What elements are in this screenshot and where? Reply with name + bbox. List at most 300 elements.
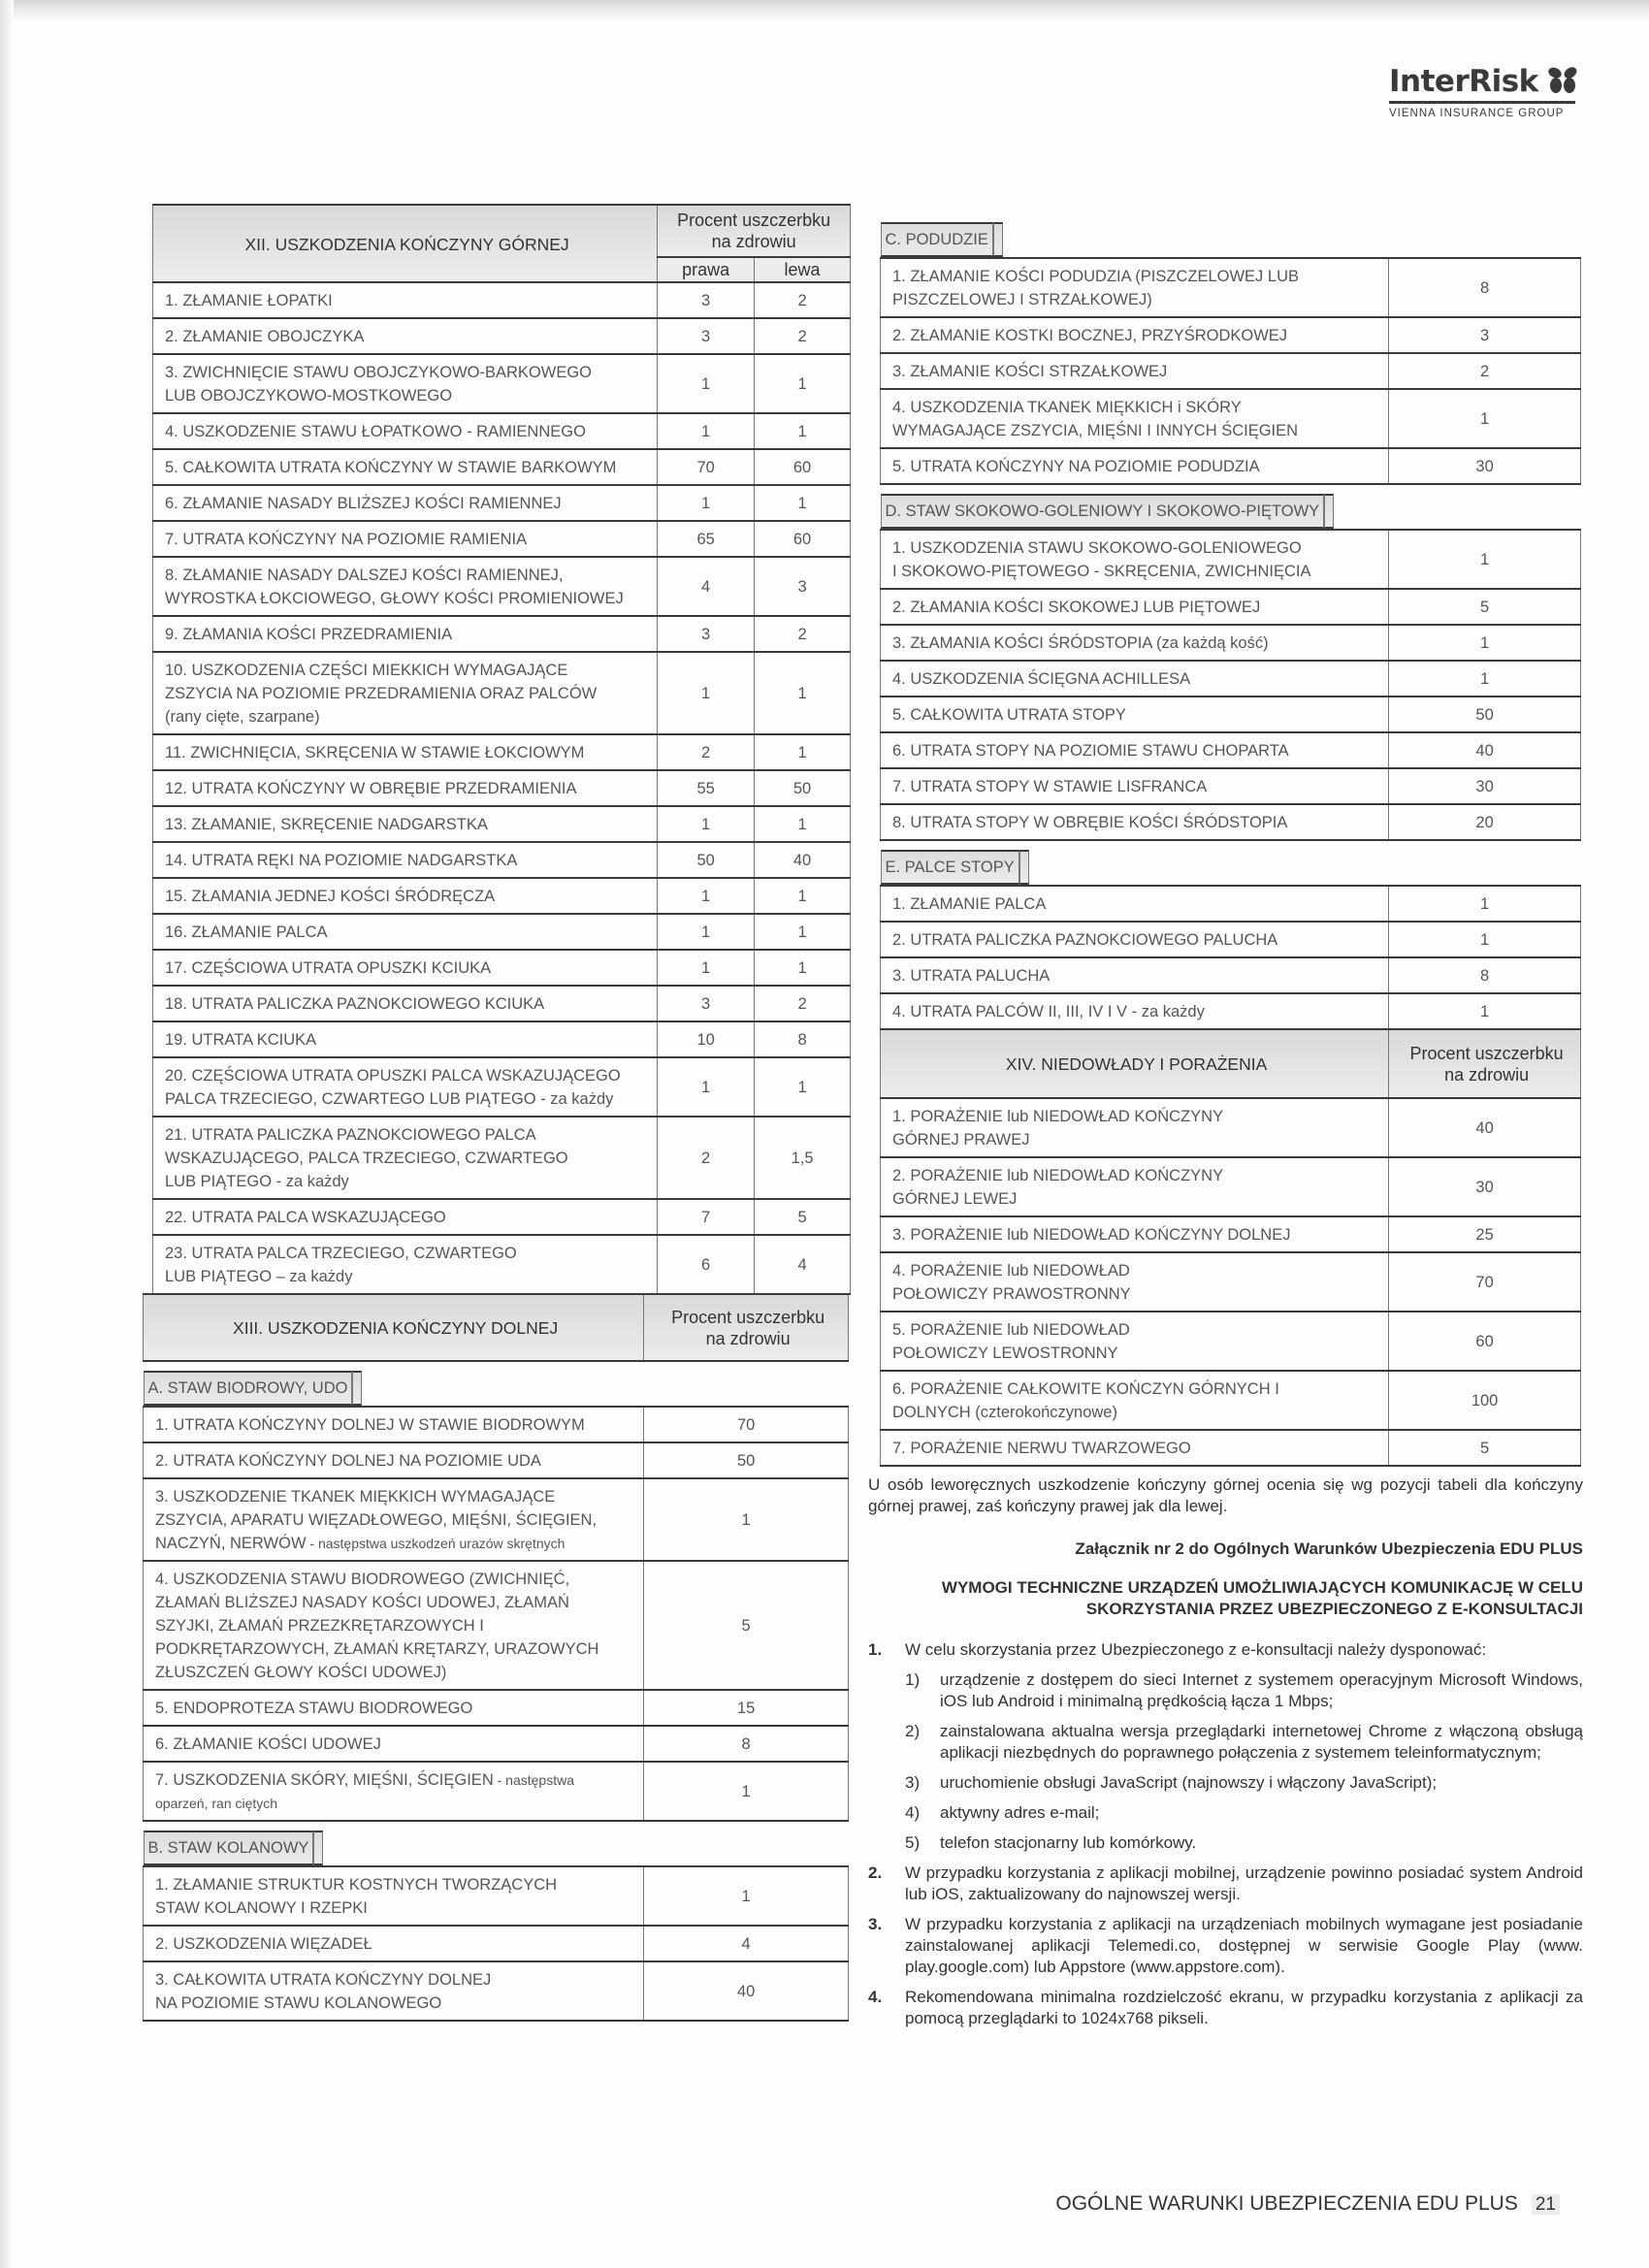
item-number: 1. xyxy=(868,1640,883,1659)
col-right: prawa xyxy=(658,257,755,282)
percent-value: 100 xyxy=(1389,1371,1581,1430)
description-text: 2. ZŁAMANIE OBOJCZYKA xyxy=(165,328,365,345)
percent-left: 1 xyxy=(755,914,851,950)
percent-value: 1 xyxy=(1389,530,1581,589)
table-row xyxy=(881,1157,1581,1216)
percent-value: 1 xyxy=(1389,625,1581,661)
table-row xyxy=(153,770,851,806)
description-text: 3. ZŁAMANIE KOŚCI STRZAŁKOWEJ xyxy=(892,363,1168,380)
percent-right: 1 xyxy=(658,485,755,521)
percent-left: 1,5 xyxy=(755,1117,851,1199)
logo-name: InterRisk xyxy=(1389,64,1538,99)
injury-description xyxy=(881,258,1389,317)
subsection-title: C. PODUDZIE xyxy=(881,222,993,257)
subsection-title: E. PALCE STOPY xyxy=(881,850,1019,885)
description-text: 5. UTRATA KOŃCZYNY NA POZIOMIE PODUDZIA xyxy=(892,458,1260,475)
percent-right: 1 xyxy=(658,413,755,449)
injury-description xyxy=(144,1561,644,1690)
logo-rule xyxy=(1389,101,1575,104)
percent-value: 4 xyxy=(644,1926,849,1961)
percent-value: 5 xyxy=(644,1561,849,1690)
percent-right: 3 xyxy=(658,616,755,652)
sub-number: 4) xyxy=(905,1803,921,1822)
percent-right: 65 xyxy=(658,521,755,557)
subsection-blank xyxy=(313,1831,323,1865)
table-row xyxy=(153,842,851,878)
table-row xyxy=(144,1690,849,1726)
injury-description xyxy=(881,317,1389,353)
table-row xyxy=(153,878,851,914)
description-text: 20. CZĘŚCIOWA UTRATA OPUSZKI PALCA WSKAZUJĄCEGO PALCA TRZECIEGO, CZWARTEGO LUB PIĄTEGO - za każdy xyxy=(165,1067,621,1108)
table-header xyxy=(153,205,851,257)
item-number: 3. xyxy=(868,1915,883,1933)
description-text: 5. PORAŻENIE lub NIEDOWŁAD POŁOWICZY LEWOSTRONNY xyxy=(892,1321,1130,1362)
footer-title: OGÓLNE WARUNKI UBEZPIECZENIA EDU PLUS xyxy=(1055,2192,1518,2215)
table-row xyxy=(153,1117,851,1199)
percent-left: 1 xyxy=(755,354,851,413)
description-text: 2. UTRATA KOŃCZYNY DOLNEJ NA POZIOMIE UDA xyxy=(155,1452,541,1470)
injury-description xyxy=(144,1961,644,2021)
percent-value: 15 xyxy=(644,1690,849,1726)
percent-right: 1 xyxy=(658,806,755,842)
table-row xyxy=(881,1098,1581,1157)
scan-edge-left xyxy=(0,0,14,2268)
percent-left: 1 xyxy=(755,485,851,521)
sub-text: aktywny adres e-mail; xyxy=(940,1803,1100,1822)
subsection-title: B. STAW KOLANOWY xyxy=(144,1831,314,1865)
table-row xyxy=(153,1235,851,1294)
sub-item xyxy=(905,1772,1583,1794)
description-text: 10. USZKODZENIA CZĘŚCI MIEKKICH WYMAGAJĄCE ZSZYCIA NA POZIOMIE PRZEDRAMIENIA ORAZ PALCÓW (rany cięte, szarpane) xyxy=(165,662,598,726)
sub-number: 2) xyxy=(905,1722,921,1740)
table-row xyxy=(881,697,1581,732)
table-right xyxy=(880,213,1581,1467)
table-row xyxy=(881,661,1581,697)
percent-value: 1 xyxy=(1389,922,1581,957)
injury-description xyxy=(153,806,658,842)
injury-description xyxy=(881,1430,1389,1466)
percent-value: 2 xyxy=(1389,353,1581,389)
injury-description xyxy=(881,1157,1389,1216)
description-text: 6. PORAŻENIE CAŁKOWITE KOŃCZYN GÓRNYCH I DOLNYCH (czterokończynowe) xyxy=(892,1380,1279,1421)
percent-left: 2 xyxy=(755,282,851,318)
sub-item xyxy=(905,1832,1583,1854)
description-text: 2. ZŁAMANIA KOŚCI SKOKOWEJ LUB PIĘTOWEJ xyxy=(892,599,1261,616)
item-text: W przypadku korzystania z aplikacji mobilnej, urządzenie powinno posiadać system Android lub iOS, zaktualizowany do najnowszej wersji. xyxy=(905,1863,1583,1903)
percent-right: 55 xyxy=(658,770,755,806)
description-text: 3. UTRATA PALUCHA xyxy=(892,967,1051,985)
injury-description xyxy=(881,1312,1389,1371)
percent-right: 4 xyxy=(658,557,755,616)
description-text: 6. ZŁAMANIE KOŚCI UDOWEJ xyxy=(155,1735,381,1753)
percent-left: 60 xyxy=(755,521,851,557)
sub-text: urządzenie z dostępem do sieci Internet z systemem operacyjnym Microsoft Windows, iOS lub Android i minimalną prędkością łącza 1 Mbps; xyxy=(940,1670,1583,1710)
sub-item xyxy=(905,1802,1583,1824)
percent-value: 40 xyxy=(1389,1098,1581,1157)
description-text: 3. CAŁKOWITA UTRATA KOŃCZYNY DOLNEJ NA POZIOMIE STAWU KOLANOWEGO xyxy=(155,1971,492,2012)
page-footer xyxy=(1055,2192,1560,2216)
table-row xyxy=(153,986,851,1021)
percent-left: 2 xyxy=(755,616,851,652)
percent-left: 4 xyxy=(755,1235,851,1294)
injury-description xyxy=(881,625,1389,661)
table-row xyxy=(881,768,1581,804)
percent-value: 1 xyxy=(1389,886,1581,922)
percent-value: 50 xyxy=(644,1442,849,1478)
item-body xyxy=(905,1639,1583,1854)
percent-left: 1 xyxy=(755,878,851,914)
table-xii-upper-limb xyxy=(152,204,851,1295)
description-text: 1. UTRATA KOŃCZYNY DOLNEJ W STAWIE BIODROWYM xyxy=(155,1416,585,1434)
injury-description xyxy=(881,957,1389,993)
percent-value: 30 xyxy=(1389,448,1581,484)
table-row xyxy=(881,389,1581,448)
description-text: 3. PORAŻENIE lub NIEDOWŁAD KOŃCZYNY DOLNEJ xyxy=(892,1226,1291,1244)
table-row xyxy=(153,449,851,485)
percent-value: 8 xyxy=(1389,258,1581,317)
description-text: 7. PORAŻENIE NERWU TWARZOWEGO xyxy=(892,1440,1191,1457)
page-number: 21 xyxy=(1532,2194,1560,2215)
sub-item xyxy=(905,1721,1583,1764)
table-row xyxy=(881,1029,1581,1098)
table-row xyxy=(153,413,851,449)
description-text: 9. ZŁAMANIA KOŚCI PRZEDRAMIENIA xyxy=(165,626,453,643)
requirements-list xyxy=(868,1639,1583,2029)
percent-value: 40 xyxy=(1389,732,1581,768)
percent-value: 3 xyxy=(1389,317,1581,353)
table-row xyxy=(881,1252,1581,1312)
description-text: 19. UTRATA KCIUKA xyxy=(165,1031,317,1049)
table-row xyxy=(881,1216,1581,1252)
injury-description xyxy=(881,922,1389,957)
injury-description xyxy=(153,1199,658,1235)
percent-value: 30 xyxy=(1389,768,1581,804)
table-row xyxy=(153,282,851,318)
section-title: XIV. NIEDOWŁADY I PORAŻENIA xyxy=(881,1029,1389,1098)
table-row xyxy=(153,318,851,354)
description-text: 8. UTRATA STOPY W OBRĘBIE KOŚCI ŚRÓDSTOPIA xyxy=(892,814,1288,831)
injury-description xyxy=(881,1252,1389,1312)
description-text: 1. ZŁAMANIE PALCA xyxy=(892,895,1047,913)
table-row xyxy=(144,1478,849,1561)
percent-left: 8 xyxy=(755,1021,851,1057)
injury-description xyxy=(153,770,658,806)
injury-description xyxy=(153,354,658,413)
table-row xyxy=(881,1430,1581,1466)
table-row xyxy=(153,616,851,652)
sub-number: 5) xyxy=(905,1833,921,1852)
injury-description xyxy=(144,1407,644,1442)
description-text: 14. UTRATA RĘKI NA POZIOMIE NADGARSTKA xyxy=(165,852,518,869)
table-row xyxy=(144,1926,849,1961)
table-row xyxy=(144,1866,849,1926)
item-body xyxy=(905,1914,1583,1978)
table-row xyxy=(881,886,1581,922)
table-row xyxy=(153,806,851,842)
injury-description xyxy=(881,389,1389,448)
description-text: 8. ZŁAMANIE NASADY DALSZEJ KOŚCI RAMIENNEJ, WYROSTKA ŁOKCIOWEGO, GŁOWY KOŚCI PROMIENIOWEJ xyxy=(165,567,624,607)
percent-right: 3 xyxy=(658,318,755,354)
item-text: W przypadku korzystania z aplikacji na urządzeniach mobilnych wymagane jest posiadanie zainstalowanej aplikacji Telemedi.co, dostępnej w serwisie Google Play (www. play.google.com) lub Appstore (www.appstore.com). xyxy=(905,1915,1583,1976)
table-row xyxy=(153,734,851,770)
table-header xyxy=(144,1294,849,1361)
description-text: 7. UTRATA KOŃCZYNY NA POZIOMIE RAMIENIA xyxy=(165,531,528,548)
injury-description xyxy=(153,616,658,652)
table-row xyxy=(144,1762,849,1821)
percent-right: 3 xyxy=(658,282,755,318)
percent-right: 50 xyxy=(658,842,755,878)
col-header: Procent uszczerbku na zdrowiu xyxy=(1389,1029,1581,1098)
sub-text: telefon stacjonarny lub komórkowy. xyxy=(940,1833,1197,1852)
description-text: 22. UTRATA PALCA WSKAZUJĄCEGO xyxy=(165,1209,446,1226)
injury-description xyxy=(153,1021,658,1057)
percent-right: 2 xyxy=(658,734,755,770)
table-row xyxy=(881,589,1581,625)
percent-value: 1 xyxy=(644,1478,849,1561)
sub-text: zainstalowana aktualna wersja przeglądarki internetowej Chrome z włączoną obsługą aplikacji niezbędnych do poprawnego połączenia z systemem teleinformatycznym; xyxy=(940,1722,1583,1762)
description-text: 3. USZKODZENIE TKANEK MIĘKKICH WYMAGAJĄCE ZSZYCIA, APARATU WIĘZADŁOWEGO, MIĘŚNI, ŚCIĘGIEN, NACZYŃ, NERWÓW xyxy=(155,1488,598,1552)
injury-description xyxy=(153,734,658,770)
description-text: 5. CAŁKOWITA UTRATA KOŃCZYNY W STAWIE BARKOWYM xyxy=(165,459,617,476)
percent-value: 8 xyxy=(644,1726,849,1762)
description-text: 3. ZŁAMANIA KOŚCI ŚRÓDSTOPIA (za każdą kość) xyxy=(892,634,1269,652)
percent-right: 1 xyxy=(658,652,755,734)
percent-left: 60 xyxy=(755,449,851,485)
table-row xyxy=(881,258,1581,317)
table-row xyxy=(144,1961,849,2021)
table-row xyxy=(153,557,851,616)
injury-description xyxy=(881,993,1389,1029)
table-row xyxy=(881,922,1581,957)
injury-description xyxy=(144,1690,644,1726)
percent-value: 5 xyxy=(1389,1430,1581,1466)
description-text: 4. PORAŻENIE lub NIEDOWŁAD POŁOWICZY PRAWOSTRONNY xyxy=(892,1262,1131,1303)
percent-right: 1 xyxy=(658,354,755,413)
injury-description xyxy=(881,448,1389,484)
injury-description xyxy=(153,1235,658,1294)
section-title: XII. USZKODZENIA KOŃCZYNY GÓRNEJ xyxy=(153,205,658,282)
sub-item xyxy=(905,1669,1583,1712)
attachment-title: Załącznik nr 2 do Ogólnych Warunków Ubezpieczenia EDU PLUS xyxy=(1075,1539,1583,1558)
percent-right: 1 xyxy=(658,878,755,914)
table-xiii-lower-limb xyxy=(143,1293,849,2022)
description-text: 2. USZKODZENIA WIĘZADEŁ xyxy=(155,1935,372,1953)
item-body xyxy=(905,1987,1583,2029)
section-row xyxy=(881,494,1389,529)
col-header: Procent uszczerbku na zdrowiu xyxy=(658,205,851,257)
footnote: U osób leworęcznych uszkodzenie kończyny górnej ocenia się wg pozycji tabeli dla kończyny górnej prawej, zaś kończyny prawej jak dla lewej. xyxy=(868,1475,1583,1515)
percent-left: 1 xyxy=(755,806,851,842)
percent-right: 1 xyxy=(658,950,755,986)
injury-description xyxy=(881,1371,1389,1430)
percent-right: 3 xyxy=(658,986,755,1021)
injury-description xyxy=(153,652,658,734)
percent-left: 1 xyxy=(755,950,851,986)
injury-description xyxy=(881,886,1389,922)
table-row xyxy=(144,1407,849,1442)
item-body xyxy=(905,1863,1583,1905)
injury-description xyxy=(153,557,658,616)
injury-description xyxy=(881,1216,1389,1252)
description-note: - następstwa oparzeń, ran ciętych xyxy=(155,1772,574,1811)
injury-description xyxy=(153,282,658,318)
subsection-blank xyxy=(993,222,1003,257)
percent-value: 5 xyxy=(1389,589,1581,625)
description-text: 3. ZWICHNIĘCIE STAWU OBOJCZYKOWO-BARKOWEGO LUB OBOJCZYKOWO-MOSTKOWEGO xyxy=(165,364,593,405)
injury-description xyxy=(153,914,658,950)
table-row xyxy=(881,353,1581,389)
table-row xyxy=(881,957,1581,993)
item-text: W celu skorzystania przez Ubezpieczonego z e-konsultacji należy dysponować: xyxy=(905,1640,1487,1659)
section-title: XIII. USZKODZENIA KOŃCZYNY DOLNEJ xyxy=(144,1294,644,1361)
table-row xyxy=(881,993,1581,1029)
description-text: 1. ZŁAMANIE KOŚCI PODUDZIA (PISZCZELOWEJ LUB PISZCZELOWEJ I STRZAŁKOWEJ) xyxy=(892,268,1299,308)
table-row xyxy=(153,1021,851,1057)
injury-description xyxy=(153,449,658,485)
percent-right: 10 xyxy=(658,1021,755,1057)
injury-description xyxy=(881,661,1389,697)
percent-value: 1 xyxy=(644,1762,849,1821)
sub-number: 3) xyxy=(905,1773,921,1792)
description-text: 4. USZKODZENIE STAWU ŁOPATKOWO - RAMIENNEGO xyxy=(165,423,586,440)
item-number: 4. xyxy=(868,1988,883,2006)
table-row xyxy=(881,625,1581,661)
percent-left: 2 xyxy=(755,986,851,1021)
percent-value: 70 xyxy=(644,1407,849,1442)
interrisk-logo xyxy=(1389,64,1583,119)
description-text: 4. USZKODZENIA ŚCIĘGNA ACHILLESA xyxy=(892,670,1191,688)
item-text: Rekomendowana minimalna rozdzielczość ekranu, w przypadku korzystania z aplikacji za pomocą przeglądarki to 1024x768 pikseli. xyxy=(905,1988,1583,2027)
injury-description xyxy=(881,804,1389,840)
scan-edge xyxy=(0,0,1649,21)
description-text: 18. UTRATA PALICZKA PAZNOKCIOWEGO KCIUKA xyxy=(165,995,545,1013)
injury-description xyxy=(881,589,1389,625)
section-row xyxy=(881,850,1389,885)
percent-value: 60 xyxy=(1389,1312,1581,1371)
percent-right: 70 xyxy=(658,449,755,485)
subsection-blank xyxy=(1324,494,1334,529)
table-row xyxy=(881,804,1581,840)
left-column xyxy=(143,204,851,2022)
description-text: 4. USZKODZENIA TKANEK MIĘKKICH i SKÓRY WYMAGAJĄCE ZSZYCIA, MIĘŚNI I INNYCH ŚCIĘGIEN xyxy=(892,399,1299,439)
description-text: 4. USZKODZENIA STAWU BIODROWEGO (ZWICHNIĘĆ, ZŁAMAŃ BLIŻSZEJ NASADY KOŚCI UDOWEJ, ZŁAMAŃ SZYJKI, ZŁAMAŃ PRZEZKRĘTARZOWYCH I PODKRĘTARZOWYCH, ZŁAMAŃ KRĘTARZY, URAZOWYCH ZŁUSZCZEŃ GŁOWY KOŚCI UDOWEJ) xyxy=(155,1571,599,1681)
percent-left: 50 xyxy=(755,770,851,806)
percent-right: 1 xyxy=(658,1057,755,1117)
section-row xyxy=(144,1831,644,1865)
injury-description xyxy=(881,732,1389,768)
percent-left: 40 xyxy=(755,842,851,878)
percent-right: 1 xyxy=(658,914,755,950)
percent-value: 25 xyxy=(1389,1216,1581,1252)
injury-description xyxy=(153,1057,658,1117)
table-row xyxy=(144,1726,849,1762)
sub-text: uruchomienie obsługi JavaScript (najnowszy i włączony JavaScript); xyxy=(940,1773,1438,1792)
table-row xyxy=(881,530,1581,589)
logo-group: VIENNA INSURANCE GROUP xyxy=(1389,108,1565,119)
table-row xyxy=(881,1371,1581,1430)
description-text: 1. ZŁAMANIE STRUKTUR KOSTNYCH TWORZĄCYCH STAW KOLANOWY I RZEPKI xyxy=(155,1876,558,1917)
percent-right: 7 xyxy=(658,1199,755,1235)
col-left: lewa xyxy=(755,257,851,282)
right-column xyxy=(868,213,1583,2038)
description-text: 23. UTRATA PALCA TRZECIEGO, CZWARTEGO LUB PIĄTEGO – za każdy xyxy=(165,1245,517,1285)
injury-description xyxy=(153,842,658,878)
percent-right: 6 xyxy=(658,1235,755,1294)
injury-description xyxy=(153,521,658,557)
description-text: 15. ZŁAMANIA JEDNEJ KOŚCI ŚRÓDRĘCZA xyxy=(165,888,496,905)
injury-description xyxy=(144,1726,644,1762)
requirement-item xyxy=(868,1863,1583,1905)
butterfly-logo-icon xyxy=(1546,66,1579,95)
description-text: 1. USZKODZENIA STAWU SKOKOWO-GOLENIOWEGO I SKOKOWO-PIĘTOWEGO - SKRĘCENIA, ZWICHNIĘCIA xyxy=(892,539,1311,580)
subsection-blank xyxy=(1019,850,1029,885)
injury-description xyxy=(881,697,1389,732)
table-row xyxy=(153,521,851,557)
percent-left: 1 xyxy=(755,413,851,449)
description-text: 7. USZKODZENIA SKÓRY, MIĘŚNI, ŚCIĘGIEN xyxy=(155,1771,494,1789)
description-text: 2. UTRATA PALICZKA PAZNOKCIOWEGO PALUCHA xyxy=(892,931,1278,949)
description-text: 16. ZŁAMANIE PALCA xyxy=(165,923,328,941)
subsection-blank xyxy=(352,1371,362,1406)
table-row xyxy=(153,950,851,986)
injury-description xyxy=(153,413,658,449)
injury-description xyxy=(881,768,1389,804)
description-text: 2. ZŁAMANIE KOSTKI BOCZNEJ, PRZYŚRODKOWEJ xyxy=(892,327,1288,344)
injury-description xyxy=(153,986,658,1021)
requirement-item xyxy=(868,1914,1583,1978)
description-text: 1. PORAŻENIE lub NIEDOWŁAD KOŃCZYNY GÓRNEJ PRAWEJ xyxy=(892,1108,1224,1149)
percent-value: 50 xyxy=(1389,697,1581,732)
sub-number: 1) xyxy=(905,1670,921,1689)
injury-description xyxy=(144,1926,644,1961)
percent-left: 1 xyxy=(755,734,851,770)
percent-left: 3 xyxy=(755,557,851,616)
percent-right: 2 xyxy=(658,1117,755,1199)
injury-description xyxy=(153,1117,658,1199)
requirements-heading xyxy=(868,1577,1583,1620)
subsection-title: A. STAW BIODROWY, UDO xyxy=(144,1371,353,1406)
table-row xyxy=(881,1312,1581,1371)
section-row xyxy=(144,1371,644,1406)
table-row xyxy=(153,1199,851,1235)
heading-line: WYMOGI TECHNICZNE URZĄDZEŃ UMOŻLIWIAJĄCYCH KOMUNIKACJĘ W CELU xyxy=(941,1578,1583,1597)
percent-left: 2 xyxy=(755,318,851,354)
percent-value: 1 xyxy=(1389,661,1581,697)
description-text: 4. UTRATA PALCÓW II, III, IV I V - za każdy xyxy=(892,1003,1205,1021)
description-text: 5. ENDOPROTEZA STAWU BIODROWEGO xyxy=(155,1700,473,1717)
requirement-item xyxy=(868,1987,1583,2029)
table-row xyxy=(881,448,1581,484)
injury-description xyxy=(153,318,658,354)
table-row xyxy=(144,1442,849,1478)
description-text: 13. ZŁAMANIE, SKRĘCENIE NADGARSTKA xyxy=(165,816,488,833)
description-text: 6. ZŁAMANIE NASADY BLIŻSZEJ KOŚCI RAMIENNEJ xyxy=(165,495,562,512)
description-text: 1. ZŁAMANIE ŁOPATKI xyxy=(165,292,333,309)
percent-value: 20 xyxy=(1389,804,1581,840)
section-row xyxy=(881,222,1389,257)
heading-line: SKORZYSTANIA PRZEZ UBEZPIECZONEGO Z E-KONSULTACJI xyxy=(1085,1600,1583,1618)
table-row xyxy=(153,485,851,521)
description-note: - następstwa uszkodzeń urazów skrętnych xyxy=(306,1536,566,1551)
injury-description xyxy=(144,1478,644,1561)
description-text: 11. ZWICHNIĘCIA, SKRĘCENIA W STAWIE ŁOKCIOWYM xyxy=(165,744,585,761)
injury-description xyxy=(881,353,1389,389)
percent-value: 40 xyxy=(644,1961,849,2021)
table-row xyxy=(153,354,851,413)
table-row xyxy=(881,732,1581,768)
description-text: 5. CAŁKOWITA UTRATA STOPY xyxy=(892,706,1126,724)
injury-description xyxy=(144,1442,644,1478)
